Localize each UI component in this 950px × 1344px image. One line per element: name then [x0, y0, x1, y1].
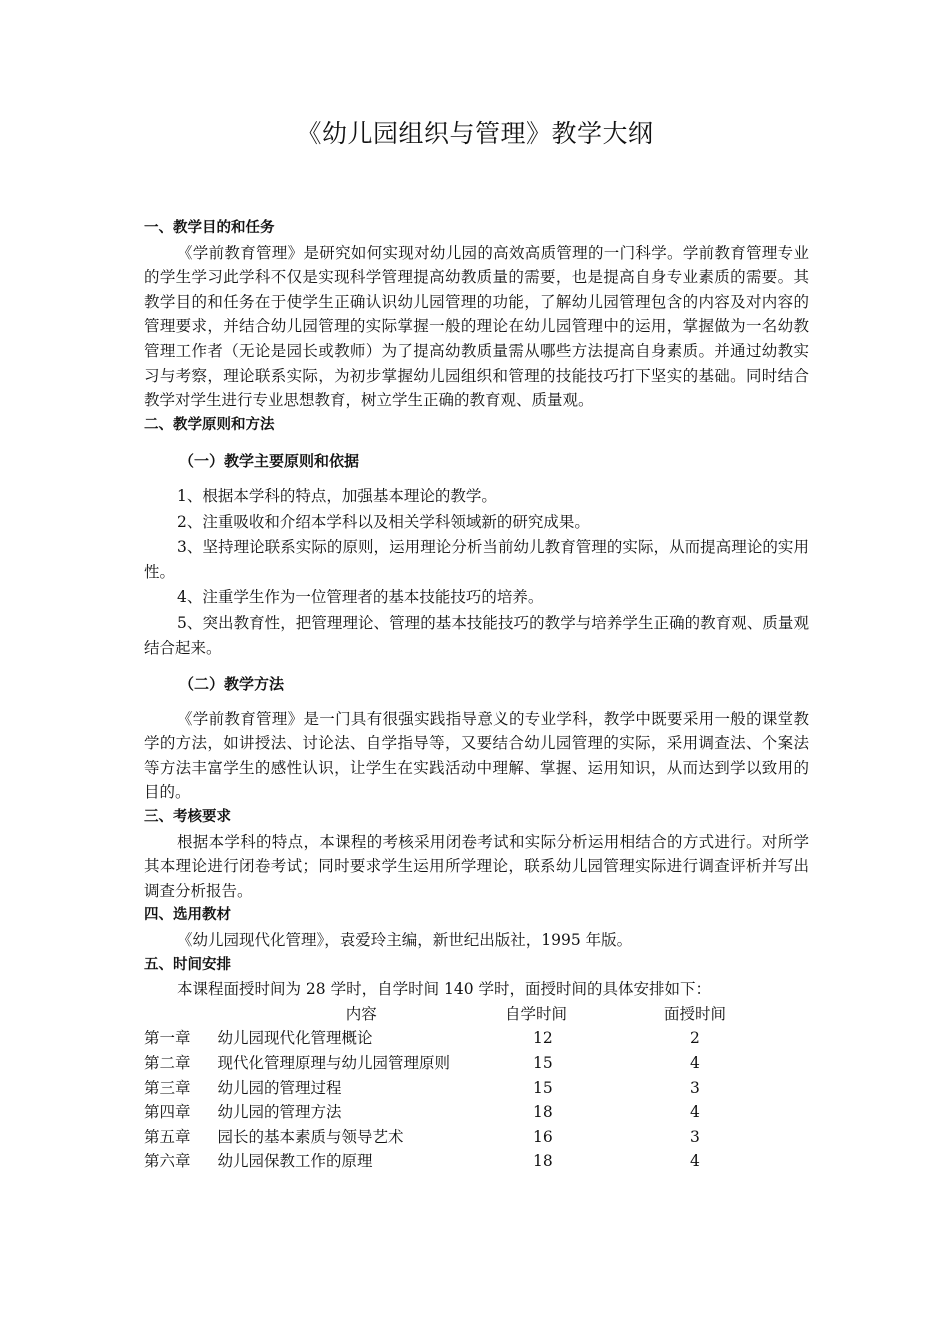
section-heading-1: 一、教学目的和任务 [144, 220, 275, 236]
principle-item-4: 4、注重学生作为一位管理者的基本技能技巧的培养。 [177, 588, 544, 607]
chapter-name: 幼儿园现代化管理概论 [217, 1029, 373, 1048]
self-study-hours: 15 [532, 1078, 553, 1097]
principle-item-5: 5、突出教育性，把管理理论、管理的基本技能技巧的教学与培养学生正确的教育观、质量观结合起来。 [144, 613, 809, 657]
schedule-table [144, 1002, 809, 1174]
section-1-paragraph: 《学前教育管理》是研究如何实现对幼儿园的高效高质管理的一门科学。学前教育管理专业的学生学习此学科不仅是实现科学管理提高幼教质量的需要，也是提高自身专业素质的需要。其教学目的和任务在于使学生正确认识幼儿园管理的功能，了解幼儿园管理包含的内容及对内容的管理要求，并结合幼儿园管理的实际掌握一般的理论在幼儿园管理中的运用，掌握做为一名幼教管理工作者（无论是园长或教师）为了提高幼教质量需从哪些方法提高自身素质。并通过幼教实习与考察，理论联系实际，为初步掌握幼儿园组织和管理的技能技巧打下坚实的基础。同时结合教学对学生进行专业思想教育，树立学生正确的教育观、质量观。 [144, 243, 809, 410]
face-hours: 4 [689, 1152, 700, 1171]
self-study-hours: 16 [532, 1127, 553, 1146]
table-row [144, 1026, 809, 1051]
table-row [144, 1051, 809, 1076]
chapter-name: 幼儿园保教工作的原理 [217, 1152, 373, 1171]
subsection-heading-methods: （二）教学方法 [179, 675, 285, 694]
chapter-number: 第四章 [144, 1103, 191, 1122]
face-hours: 2 [689, 1029, 700, 1048]
table-row [144, 1149, 809, 1174]
header-content: 内容 [345, 1004, 377, 1023]
document-title: 《幼儿园组织与管理》教学大纲 [296, 119, 654, 148]
header-self-study: 自学时间 [504, 1004, 567, 1023]
subsection-heading-principles: （一）教学主要原则和依据 [179, 452, 360, 471]
face-hours: 4 [689, 1103, 700, 1122]
header-face-to-face: 面授时间 [663, 1004, 726, 1023]
chapter-number: 第三章 [144, 1078, 191, 1097]
chapter-number: 第六章 [144, 1152, 191, 1171]
section-4-paragraph: 《幼儿园现代化管理》，袁爱玲主编，新世纪出版社，1995 年版。 [177, 931, 633, 950]
section-heading-5: 五、时间安排 [144, 956, 231, 973]
chapter-name: 园长的基本素质与领导艺术 [217, 1127, 404, 1146]
section-heading-4: 四、选用教材 [144, 907, 231, 924]
chapter-name: 幼儿园的管理过程 [217, 1078, 342, 1097]
principle-item-2: 2、注重吸收和介绍本学科以及相关学科领域新的研究成果。 [177, 512, 590, 531]
chapter-number: 第一章 [144, 1029, 191, 1048]
principle-item-3: 3、坚持理论联系实际的原则，运用理论分析当前幼儿教育管理的实际，从而提高理论的实用性。 [144, 538, 809, 581]
chapter-name: 幼儿园的管理方法 [217, 1103, 342, 1122]
methods-paragraph: 《学前教育管理》是一门具有很强实践指导意义的专业学科，教学中既要采用一般的课堂教学的方法，如讲授法、讨论法、自学指导等，又要结合幼儿园管理的实际，采用调查法、个案法等方法丰富学生的感性认识，让学生在实践活动中理解、掌握、运用知识，从而达到学以致用的目的。 [144, 709, 809, 802]
table-row [144, 1076, 809, 1101]
section-5-paragraph: 本课程面授时间为 28 学时，自学时间 140 学时，面授时间的具体安排如下： [177, 980, 712, 999]
document-body [144, 216, 809, 1174]
schedule-header-row [144, 1002, 809, 1027]
principle-item-1: 1、根据本学科的特点，加强基本理论的教学。 [177, 486, 497, 505]
self-study-hours: 15 [532, 1054, 553, 1072]
section-heading-3: 三、考核要求 [144, 809, 231, 826]
section-3-paragraph: 根据本学科的特点，本课程的考核采用闭卷考试和实际分析运用相结合的方式进行。对所学其本理论进行闭卷考试；同时要求学生运用所学理论，联系幼儿园管理实际进行调查评析并写出调查分析报告。 [144, 832, 809, 900]
face-hours: 3 [689, 1127, 700, 1146]
chapter-name: 现代化管理原理与幼儿园管理原则 [217, 1054, 450, 1072]
chapter-number: 第五章 [144, 1127, 191, 1146]
face-hours: 3 [689, 1078, 700, 1097]
self-study-hours: 18 [532, 1103, 553, 1122]
table-row [144, 1100, 809, 1125]
section-heading-2: 二、教学原则和方法 [144, 416, 275, 433]
face-hours: 4 [689, 1054, 700, 1072]
self-study-hours: 12 [532, 1029, 553, 1048]
self-study-hours: 18 [532, 1152, 553, 1171]
chapter-number: 第二章 [144, 1054, 191, 1072]
table-row [144, 1125, 809, 1150]
